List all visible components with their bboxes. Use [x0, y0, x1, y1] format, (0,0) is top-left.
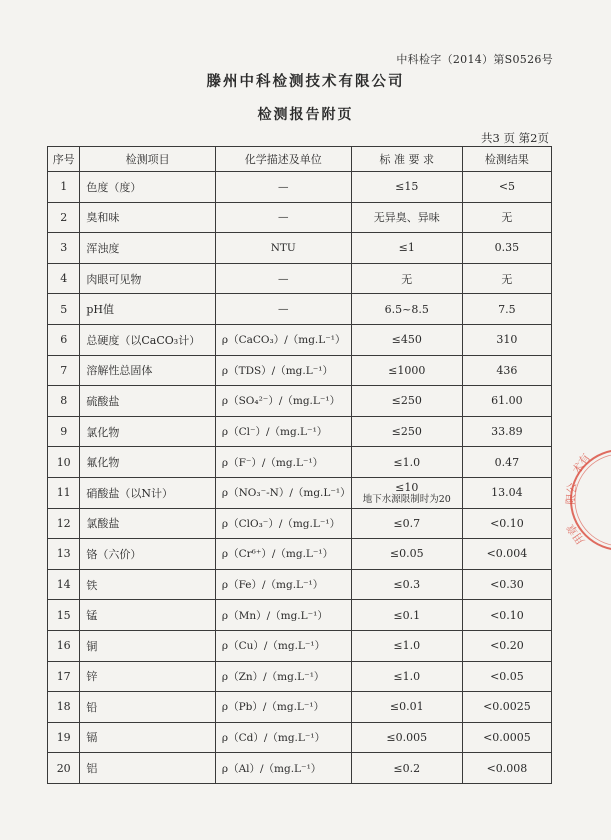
- row-item: 硝酸盐（以N计）: [80, 477, 216, 508]
- row-item: 总硬度（以CaCO₃计）: [80, 324, 216, 355]
- table-row: [48, 661, 552, 692]
- row-standard: ≤250: [351, 416, 462, 447]
- col-header-result: 检测结果: [462, 147, 551, 172]
- row-standard: ≤0.05: [351, 539, 462, 570]
- row-standard: 无异臭、异味: [351, 202, 462, 233]
- row-index: 4: [48, 263, 80, 294]
- table-row: [48, 233, 552, 264]
- svg-text:限公: 限公: [564, 482, 579, 506]
- svg-text:用章: 用章: [564, 521, 588, 547]
- row-chem-unit: ρ（F⁻）/（mg.L⁻¹）: [215, 447, 351, 478]
- row-standard: ≤1.0: [351, 661, 462, 692]
- row-item: 氯酸盐: [80, 508, 216, 539]
- row-chem-unit: —: [215, 263, 351, 294]
- col-header-standard: 标 准 要 求: [351, 147, 462, 172]
- row-result: <0.008: [462, 753, 551, 784]
- row-index: 12: [48, 508, 80, 539]
- row-index: 15: [48, 600, 80, 631]
- row-standard: ≤1.0: [351, 447, 462, 478]
- row-chem-unit: ρ（Cu）/（mg.L⁻¹）: [215, 630, 351, 661]
- table-row: [48, 630, 552, 661]
- row-item: 浑浊度: [80, 233, 216, 264]
- table-row: [48, 508, 552, 539]
- row-item: 硫酸盐: [80, 386, 216, 417]
- row-standard: 无: [351, 263, 462, 294]
- table-header-row: [48, 147, 552, 172]
- row-result: <0.30: [462, 569, 551, 600]
- row-standard: ≤0.2: [351, 753, 462, 784]
- row-chem-unit: ρ（Mn）/（mg.L⁻¹）: [215, 600, 351, 631]
- table-row: [48, 172, 552, 203]
- row-chem-unit: ρ（Cr⁶⁺）/（mg.L⁻¹）: [215, 539, 351, 570]
- row-standard: ≤1: [351, 233, 462, 264]
- company-seal-stamp: [563, 445, 611, 555]
- row-item: 锰: [80, 600, 216, 631]
- row-result: 0.35: [462, 233, 551, 264]
- row-item: 肉眼可见物: [80, 263, 216, 294]
- table-row: [48, 447, 552, 478]
- table-row: [48, 753, 552, 784]
- row-standard: ≤0.005: [351, 722, 462, 753]
- svg-text:术有: 术有: [569, 451, 594, 477]
- row-standard: ≤0.01: [351, 692, 462, 723]
- row-item: 氯化物: [80, 416, 216, 447]
- row-index: 7: [48, 355, 80, 386]
- company-name: 滕州中科检测技术有限公司: [206, 73, 405, 90]
- row-chem-unit: —: [215, 294, 351, 325]
- row-chem-unit: ρ（Fe）/（mg.L⁻¹）: [215, 569, 351, 600]
- table-row: [48, 692, 552, 723]
- row-chem-unit: ρ（Zn）/（mg.L⁻¹）: [215, 661, 351, 692]
- row-chem-unit: ρ（Al）/（mg.L⁻¹）: [215, 753, 351, 784]
- row-index: 2: [48, 202, 80, 233]
- row-item: 铅: [80, 692, 216, 723]
- table-row: [48, 263, 552, 294]
- row-index: 14: [48, 569, 80, 600]
- table-row: [48, 355, 552, 386]
- row-result: 33.89: [462, 416, 551, 447]
- row-standard: ≤450: [351, 324, 462, 355]
- row-item: pH值: [80, 294, 216, 325]
- table-row: [48, 294, 552, 325]
- row-result: <0.0025: [462, 692, 551, 723]
- table-row: [48, 324, 552, 355]
- row-chem-unit: ρ（SO₄²⁻）/（mg.L⁻¹）: [215, 386, 351, 417]
- report-number: 中科检字（2014）第S0526号: [396, 53, 553, 66]
- row-result: 310: [462, 324, 551, 355]
- row-result: <0.05: [462, 661, 551, 692]
- row-item: 溶解性总固体: [80, 355, 216, 386]
- row-index: 10: [48, 447, 80, 478]
- row-result: 0.47: [462, 447, 551, 478]
- row-index: 5: [48, 294, 80, 325]
- row-item: 铝: [80, 753, 216, 784]
- row-result: <0.004: [462, 539, 551, 570]
- table-body: [48, 172, 552, 784]
- row-item: 氟化物: [80, 447, 216, 478]
- table-row: [48, 722, 552, 753]
- row-index: 16: [48, 630, 80, 661]
- col-header-chem-unit: 化学描述及单位: [215, 147, 351, 172]
- row-item: 色度（度）: [80, 172, 216, 203]
- row-result: <0.0005: [462, 722, 551, 753]
- row-chem-unit: ρ（Cd）/（mg.L⁻¹）: [215, 722, 351, 753]
- row-index: 13: [48, 539, 80, 570]
- row-chem-unit: ρ（CaCO₃）/（mg.L⁻¹）: [215, 324, 351, 355]
- row-standard: ≤15: [351, 172, 462, 203]
- row-item: 铁: [80, 569, 216, 600]
- table-row: [48, 600, 552, 631]
- row-standard: [351, 477, 462, 508]
- row-standard: ≤0.7: [351, 508, 462, 539]
- row-index: 17: [48, 661, 80, 692]
- row-chem-unit: ρ（Pb）/（mg.L⁻¹）: [215, 692, 351, 723]
- row-chem-unit: NTU: [215, 233, 351, 264]
- table-row: [48, 569, 552, 600]
- col-header-item: 检测项目: [80, 147, 216, 172]
- row-standard: ≤0.1: [351, 600, 462, 631]
- row-chem-unit: ρ（NO₃⁻-N）/（mg.L⁻¹）: [215, 477, 351, 508]
- row-chem-unit: ρ（TDS）/（mg.L⁻¹）: [215, 355, 351, 386]
- row-index: 3: [48, 233, 80, 264]
- row-item: 臭和味: [80, 202, 216, 233]
- row-result: 7.5: [462, 294, 551, 325]
- row-standard: ≤250: [351, 386, 462, 417]
- row-index: 20: [48, 753, 80, 784]
- row-standard: ≤1.0: [351, 630, 462, 661]
- row-chem-unit: —: [215, 202, 351, 233]
- report-title: 检测报告附页: [257, 107, 354, 123]
- table-row: [48, 477, 552, 508]
- row-chem-unit: —: [215, 172, 351, 203]
- row-result: 无: [462, 263, 551, 294]
- row-result: <0.20: [462, 630, 551, 661]
- row-standard: ≤0.3: [351, 569, 462, 600]
- row-chem-unit: ρ（ClO₃⁻）/（mg.L⁻¹）: [215, 508, 351, 539]
- row-result: <5: [462, 172, 551, 203]
- row-index: 18: [48, 692, 80, 723]
- row-result: 13.04: [462, 477, 551, 508]
- row-item: 锌: [80, 661, 216, 692]
- standard-note: 地下水源限制时为20: [362, 493, 451, 505]
- row-index: 8: [48, 386, 80, 417]
- row-chem-unit: ρ（Cl⁻）/（mg.L⁻¹）: [215, 416, 351, 447]
- row-index: 6: [48, 324, 80, 355]
- row-index: 9: [48, 416, 80, 447]
- table-row: [48, 539, 552, 570]
- row-item: 铬（六价）: [80, 539, 216, 570]
- row-index: 19: [48, 722, 80, 753]
- row-result: <0.10: [462, 600, 551, 631]
- table-row: [48, 386, 552, 417]
- row-index: 1: [48, 172, 80, 203]
- table-row: [48, 416, 552, 447]
- row-index: 11: [48, 477, 80, 508]
- table-row: [48, 202, 552, 233]
- col-header-index: 序号: [48, 147, 80, 172]
- row-result: 436: [462, 355, 551, 386]
- row-result: 无: [462, 202, 551, 233]
- row-result: 61.00: [462, 386, 551, 417]
- row-standard: ≤1000: [351, 355, 462, 386]
- row-result: <0.10: [462, 508, 551, 539]
- row-standard: 6.5~8.5: [351, 294, 462, 325]
- row-item: 镉: [80, 722, 216, 753]
- standard-value: ≤10: [395, 480, 419, 494]
- page-info: 共3 页 第2页: [481, 131, 549, 145]
- row-item: 铜: [80, 630, 216, 661]
- results-table: [47, 146, 552, 784]
